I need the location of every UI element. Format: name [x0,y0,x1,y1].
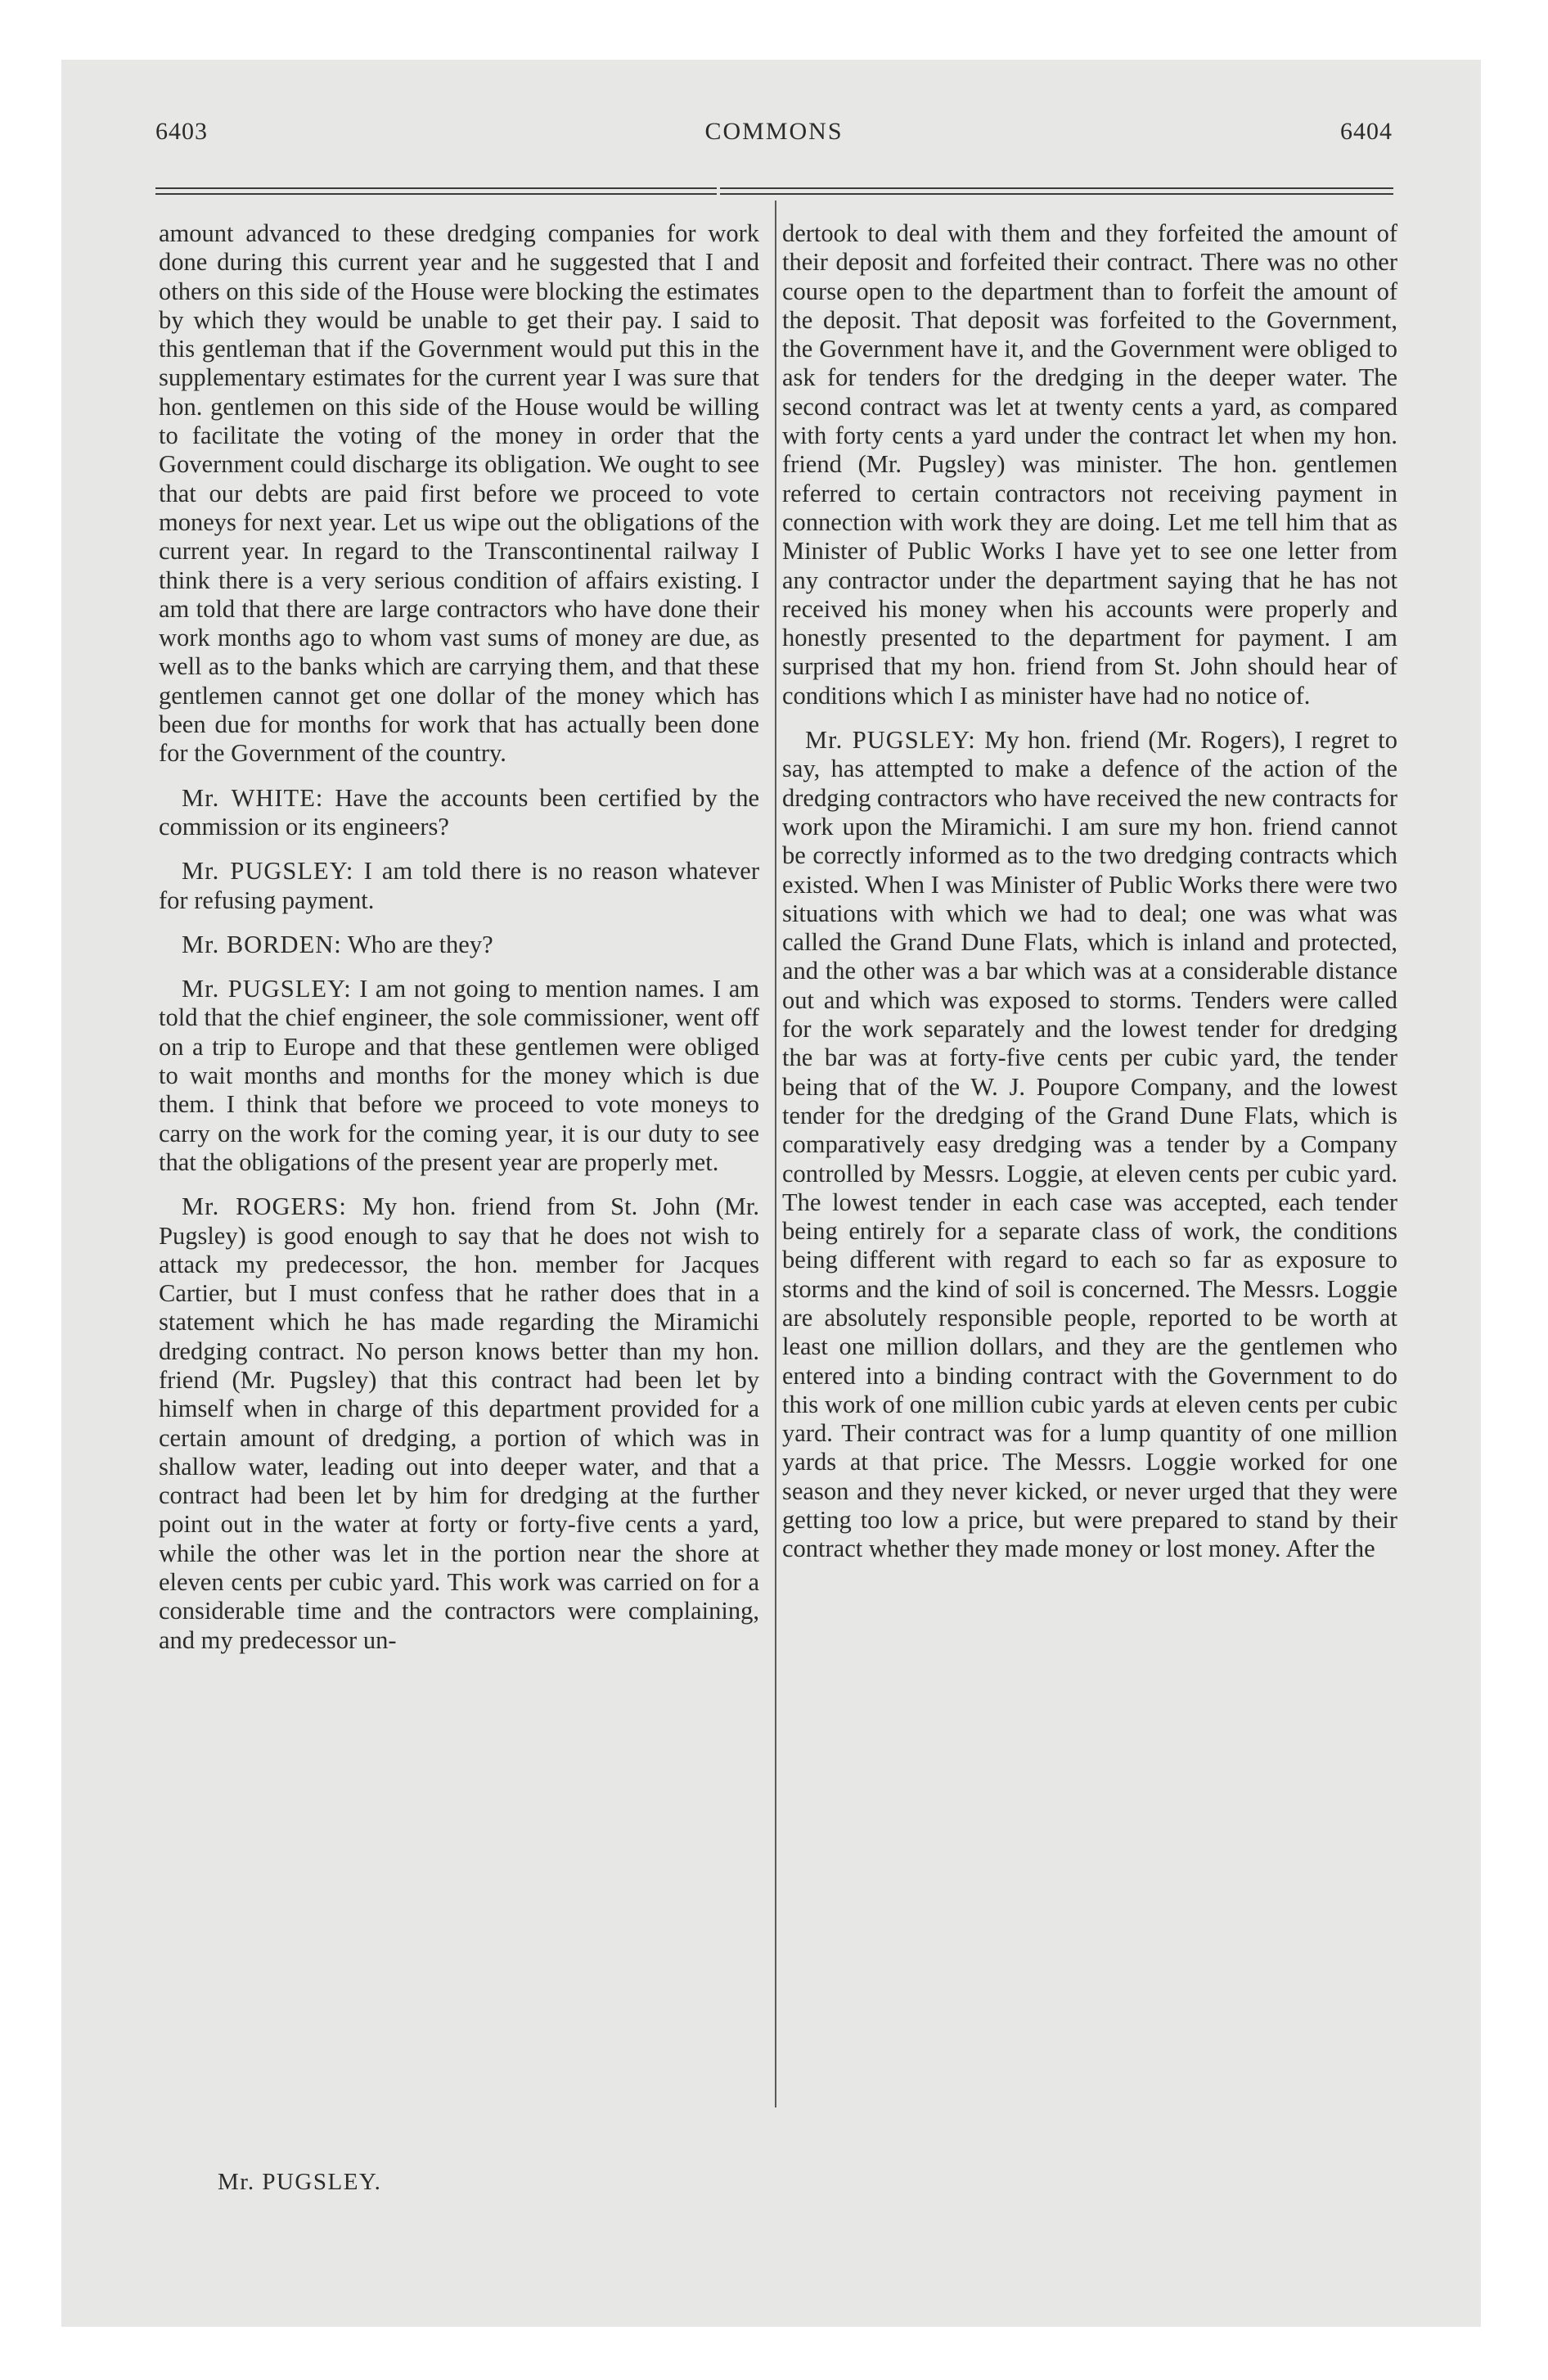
speech-text: I am not going to mention names. I am told that the chief engineer, the sole commissioner, went off on a trip to Europe and that these gentlemen were obliged to wait months and months for the money which is due them. I think that before we proceed to vote moneys to carry on the work for the coming year, it is our duty to see that the obligations of the present year are properly met. [159,975,759,1176]
speaker-name: Mr. ROGERS: [182,1192,347,1221]
speaker-name: Mr. PUGSLEY: [182,857,354,886]
left-column [159,219,759,1670]
paragraph-text: amount advanced to these dredging companies for work done during this current year and he suggested that I and others on this side of the House were blocking the estimates by which they would be unable to get their pay. I said to this gentleman that if the Government would put this in the supplementary estimates for the current year I was sure that hon. gentlemen on this side of the House would be willing to facilitate the voting of the money in order that the Government could discharge its obligation. We ought to see that our debts are paid first before we proceed to vote moneys for next year. Let us wipe out the obligations of the current year. In regard to the Transcontinental railway I think there is a very serious condition of affairs existing. I am told that there are large contractors who have done their work months ago to whom vast sums of money are due, as well as to the banks which are carrying them, and that these gentlemen cannot get one dollar of the money which has been due for months for work that has actually been done for the Government of the country. [159,219,759,768]
page-number-right: 6404 [1340,118,1393,145]
speech [159,1192,759,1655]
speech-text: My hon. friend (Mr. Rogers), I regret to say, has attempted to make a defence of the action of the dredging contractors who have received the new contracts for work upon the Miramichi. I am sure my hon. friend cannot be correctly informed as to the two dredging contracts which existed. When I was Minister of Public Works there were two situations with which we had to deal; one was what was called the Grand Dune Flats, which is inland and protected, and the other was a bar which was at a considerable distance out and which was exposed to storms. Tenders were called for the work separately and the lowest tender for dredging the bar was at forty-five cents per cubic yard, the tender being that of the W. J. Poupore Company, and the lowest tender for the dredging of the Grand Dune Flats, which is comparatively easy dredging was a tender by a Company controlled by Messrs. Loggie, at eleven cents per cubic yard. The lowest tender in each case was accepted, each tender being entirely for a separate class of work, the conditions being different with regard to each so far as exposure to storms and the kind of soil is concerned. The Messrs. Loggie are absolutely responsible people, reported to be worth at least one million dollars, and they are the gentlemen who entered into a binding contract with the Government to do this work of one million cubic yards at eleven cents per cubic yard. Their contract was for a lump quantity of one million yards at that price. The Messrs. Loggie worked for one season and they never kicked, or never urged that they were getting too low a price, but were prepared to stand by their contract whether they made money or lost money. After the [782,726,1398,1563]
header-rule-right [720,187,1393,195]
page-footer: Mr. PUGSLEY. [218,2169,382,2195]
page-header [155,118,1393,151]
speech-text: Who are they? [347,930,493,958]
running-title: COMMONS [704,118,844,145]
header-rule-left [155,187,717,195]
speech-text: I am told there is no reason whatever for refusing payment. [159,857,759,914]
right-column [782,219,1397,1580]
speaker-name: Mr. PUGSLEY: [182,975,352,1003]
speaker-name: Mr. PUGSLEY: [805,726,976,755]
speaker-name: Mr. BORDEN: [182,930,342,958]
page-number-left: 6403 [155,118,208,145]
speech [159,857,759,915]
paragraph [159,219,759,769]
speech [159,784,759,842]
speech [159,931,759,959]
column-divider [775,201,776,2107]
speech-text: Have the accounts been certified by the commission or its engineers? [159,783,759,841]
speech-text: My hon. friend from St. John (Mr. Pugsley) is good enough to say that he does not wish to attack my predecessor, the hon. member for Jacques Cartier, but I must confess that he rather does that in a statement which he has made regarding the Miramichi dredging contract. No person knows better than my hon. friend (Mr. Pugsley) that this contract had been let by himself when in charge of this department provided for a certain amount of dredging, a portion of which was in shallow water, leading out into deeper water, and that a contract had been let by him for dredging at the further point out in the water at forty or forty-five cents a yard, while the other was let in the portion near the shore at eleven cents per cubic yard. This work was carried on for a considerable time and the contractors were complaining, and my predecessor un- [159,1192,759,1654]
speaker-name: Mr. WHITE: [182,783,324,812]
paragraph [782,219,1397,710]
speech [782,726,1397,1564]
paragraph-text: dertook to deal with them and they forfeited the amount of their deposit and forfeited their contract. There was no other course open to the department than to forfeit the amount of the deposit. That deposit was forfeited to the Government, the Government have it, and the Government were obliged to ask for tenders for the dredging in the deeper water. The second contract was let at twenty cents a yard, as compared with forty cents a yard under the contract let when my hon. friend (Mr. Pugsley) was minister. The hon. gentlemen referred to certain contractors not receiving payment in connection with work they are doing. Let me tell him that as Minister of Public Works I have yet to see one letter from any contractor under the department saying that he has not received his money when his accounts were properly and honestly presented to the department for payment. I am surprised that my hon. friend from St. John should hear of conditions which I as minister have had no notice of. [782,219,1397,710]
speech [159,975,759,1177]
